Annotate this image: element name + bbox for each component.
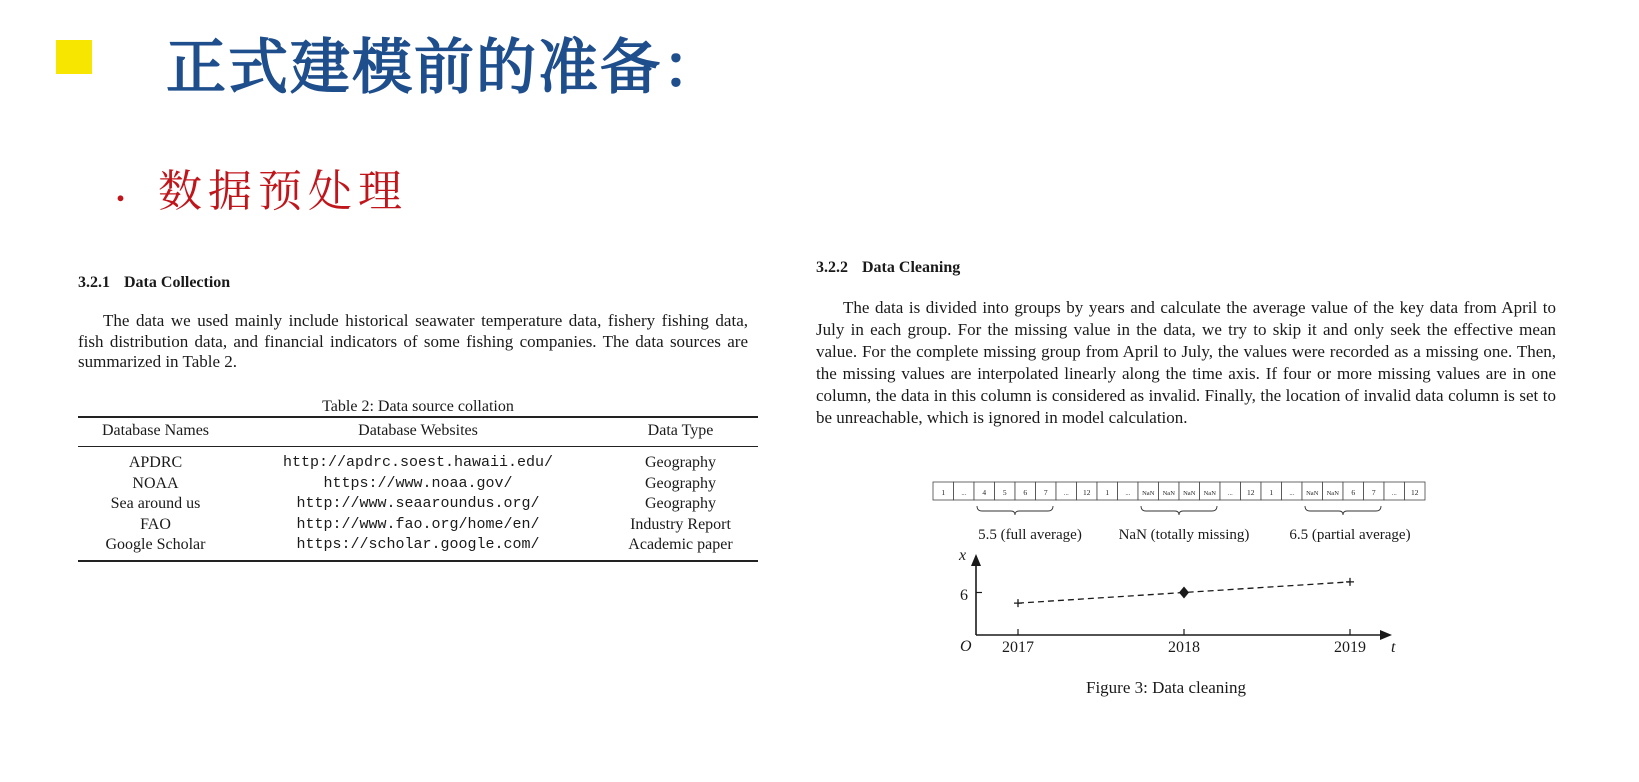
y-axis-label: x [959,547,967,564]
section-number: 3.2.1 [78,274,110,291]
slide-title: 正式建模前的准备： [166,33,724,103]
table-cell: APDRC [128,454,183,471]
strip-cell-text: NaN [1183,490,1196,497]
table-cell: Geography [644,495,717,512]
table-header-cell: Database Names [78,417,233,447]
group-brace [1141,506,1217,515]
strip-cell-text: NaN [1306,490,1319,497]
strip-cell-text: NaN [1203,490,1216,497]
strip-cell-text: ... [1227,490,1233,497]
table-caption: Table 2: Data source collation [322,398,514,415]
data-source-table [78,416,758,562]
table-header-cell: Data Type [603,417,758,447]
strip-cell-text: ... [1289,490,1295,497]
strip-cell-text: NaN [1162,490,1175,497]
strip-cell-text: 12 [1411,488,1419,497]
data-point [1346,578,1354,586]
section-number: 3.2.2 [816,259,848,276]
x-axis-label: t [1391,639,1396,656]
strip-cell-text: 1 [1269,488,1274,497]
table-header-cell: Database Websites [233,417,603,447]
table-cell: Geography [644,454,717,471]
table-cell: FAO [140,515,171,533]
group-label-missing: NaN (totally missing) [1118,527,1250,543]
table-cell: http://www.seaaroundus.org/ [296,495,540,512]
figure-caption: Figure 3: Data cleaning [1086,678,1247,697]
table-row [78,447,758,474]
subheading: 数据预处理 [158,166,408,217]
x-tick-label: 2017 [1002,639,1034,656]
strip-cell-text: 12 [1083,488,1091,497]
data-point [1179,587,1189,599]
section-name: Data Collection [124,274,231,291]
group-label-partial: 6.5 (partial average) [1289,527,1411,543]
table-cell: Sea around us [110,495,201,512]
strip-cell-text: 6 [1023,488,1028,497]
strip-cell-text: 1 [1105,488,1110,497]
y-tick-label: 6 [960,587,968,604]
strip-cell-text: ... [1391,490,1397,497]
table-cell: http://apdrc.soest.hawaii.edu/ [282,454,554,471]
cell-strip [933,482,1425,500]
table-cell: Google Scholar [78,535,233,561]
data-collection-paragraph: The data we used mainly include historical seawater temperature data, fishery fishing data, fish distribution data, and financial indicators of some fishing companies. The data sources are summarized in Table 2. [78,311,748,371]
strip-cell-text: ... [961,490,967,497]
table-row [78,535,758,561]
strip-cell-text: NaN [1326,490,1339,497]
strip-cell-text: 7 [1043,488,1048,497]
group-braces [977,506,1381,515]
strip-cell-text: 6 [1351,488,1356,497]
table-row [78,494,758,515]
strip-cell-text: 7 [1371,488,1376,497]
section-name: Data Cleaning [862,259,961,276]
section-title-data-collection [78,274,230,292]
strip-cell-text: 12 [1247,488,1255,497]
table-cell: Academic paper [603,535,758,561]
table-row [78,515,758,536]
strip-cell-text: ... [1063,490,1069,497]
table-header-row [78,417,758,447]
origin-label: O [960,638,972,655]
table-row [78,474,758,495]
table-cell: Geography [644,474,717,492]
section-title-data-cleaning [816,259,960,277]
table-cell: http://www.fao.org/home/en/ [296,515,540,533]
strip-cell-text: 4 [982,488,987,497]
table-cell: https://scholar.google.com/ [233,535,603,561]
strip-cell-text: ... [1125,490,1131,497]
table-cell: Industry Report [630,515,731,533]
y-axis-arrow [971,554,981,566]
table-cell: NOAA [132,474,179,492]
title-bullet [56,40,92,74]
x-tick-label: 2019 [1334,639,1366,656]
strip-cell-text: 1 [941,488,946,497]
x-tick-label: 2018 [1168,639,1200,656]
subheading-bullet: . [116,169,125,209]
group-label-full: 5.5 (full average) [978,527,1082,543]
strip-cell-text: NaN [1142,490,1155,497]
table-cell: https://www.noaa.gov/ [323,474,513,492]
strip-cell-text: 5 [1002,488,1007,497]
data-cleaning-paragraph: The data is divided into groups by years and calculate the average value of the key data from April to July in each group. For the missing value in the data, we try to skip it and only seek the effective mean value. For the complete missing group from April to July, the values were recorded as a missing one. Then, the missing values are interpolated linearly along the time axis. If four or more missing values are in one column, the data in this column is considered as invalid. Finally, the location of invalid data column is set to be unreachable, which is ignored in model calculation. [816,298,1556,427]
data-cleaning-figure [930,480,1430,670]
data-point [1014,599,1022,607]
group-brace [977,506,1053,515]
group-brace [1305,506,1381,515]
